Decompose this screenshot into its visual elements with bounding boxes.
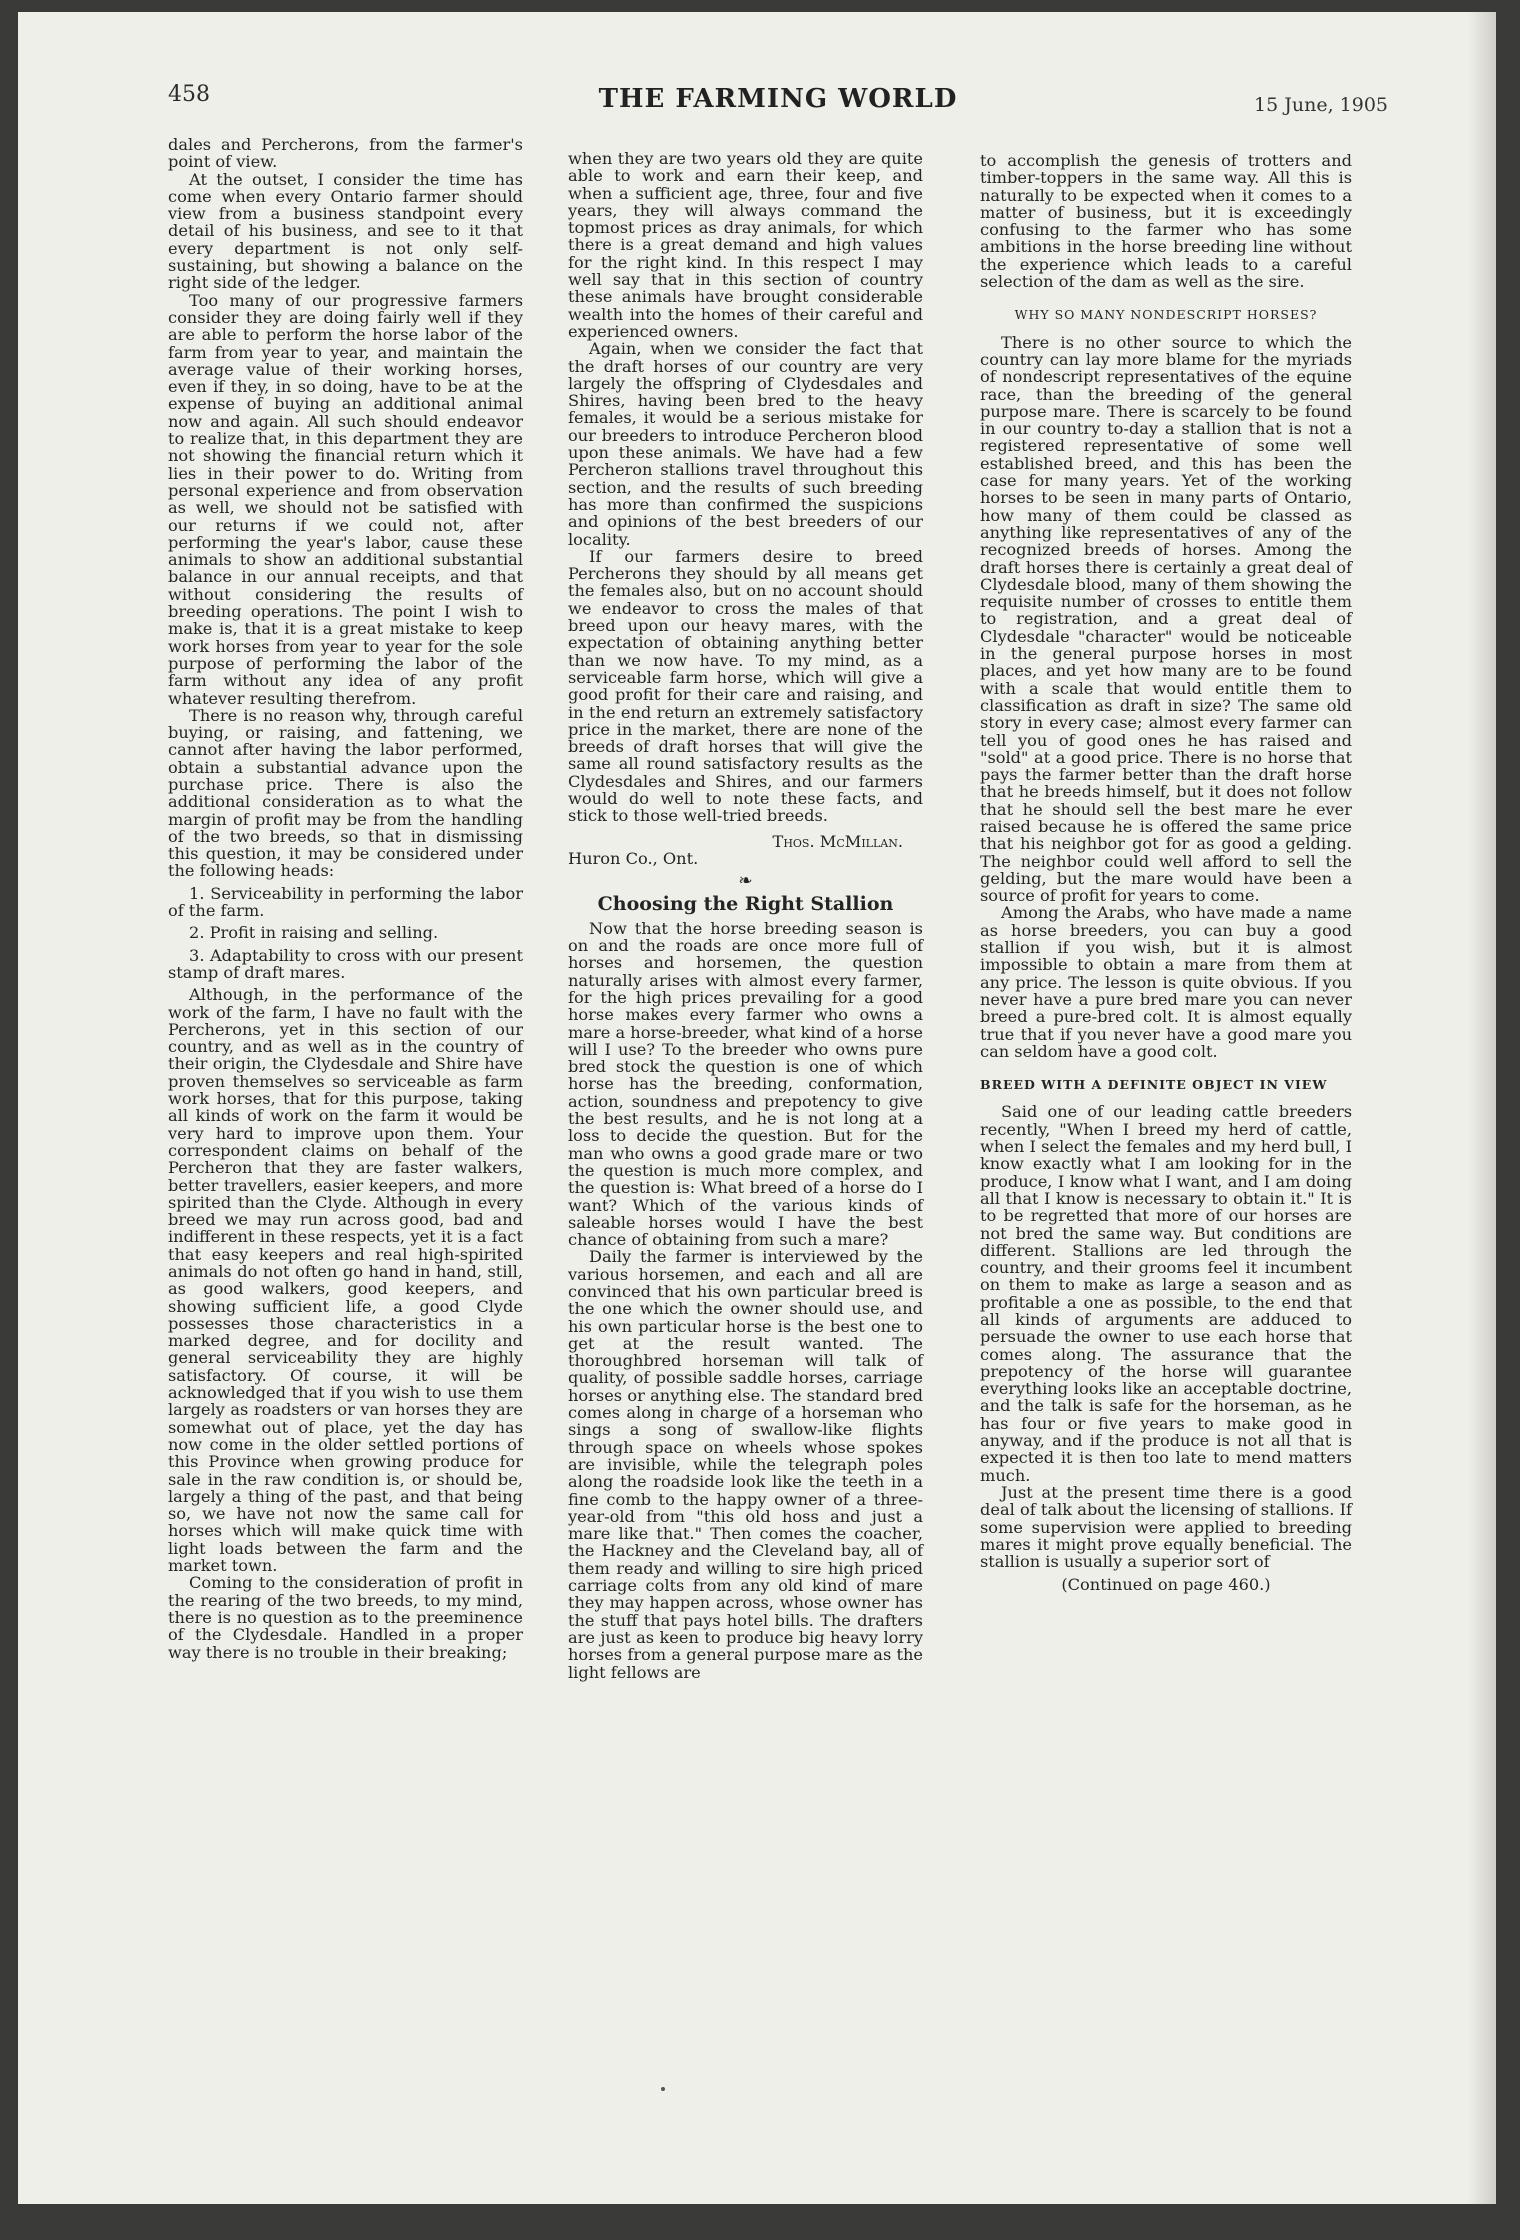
issue-date: 15 June, 1905 bbox=[1254, 94, 1388, 116]
paragraph: Daily the farmer is interviewed by the various horsemen, and each and all are convinced that his own particular breed is the one which the owner should use, and his own particular horse is the best one to get at the result wanted. The thoroughbred horseman will talk of quality, of possible saddle horses, carriage horses or anything else. The standard bred comes along in charge of a horseman who sings a song of swallow-like flights through space on wheels whose spokes are invisible, while the telegraph poles along the roadside look like the teeth in a fine comb to the happy owner of a three-year-old from "this old hoss and just a mare like that." Then comes the coacher, the Hackney and the Cleveland bay, all of them ready and willing to sire high priced carriage colts from any old kind of mare they may happen across, whose owner has the stuff that pays hotel bills. The drafters are just as keen to produce big heavy lorry horses from a general purpose mare as the light fellows are bbox=[568, 1247, 923, 1682]
paragraph: Among the Arabs, who have made a name as horse breeders, you can buy a good stallion if you wish, but it is almost impossible to obtain a mare from them at any price. The lesson is quite obvious. If you never have a pure bred mare you can never breed a pure-bred colt. It is almost equally true that if you never have a good mare you can seldom have a good colt. bbox=[980, 903, 1352, 1061]
continued-note: (Continued on page 460.) bbox=[1061, 1575, 1271, 1595]
column-1 bbox=[168, 136, 523, 1661]
paragraph: Now that the horse breeding season is on and the roads are once more full of horses and horsemen, the question naturally arises with almost every farmer, for the high prices prevailing for a good horse makes every farmer who owns a mare a horse-breeder, what kind of a horse will I use? To the breeder who owns pure bred stock the question is one of which horse has the breeding, conformation, action, soundness and prepotency to give the best results, and he is not long at a loss to decide the question. But for the man who owns a good grade mare or two the question is much more complex, and the question is: What breed of a horse do I want? Which of the various kinds of saleable horses would I have the best chance of obtaining from such a mare? bbox=[568, 918, 923, 1250]
section-subheading: WHY SO MANY NONDESCRIPT HORSES? bbox=[1014, 307, 1318, 323]
list-item: 1. Serviceability in performing the labor of the farm. bbox=[168, 883, 523, 921]
paragraph: dales and Percherons, from the farmer's point of view. bbox=[168, 135, 523, 172]
paragraph: Coming to the consideration of profit in the rearing of the two breeds, to my mind, there is no question as to the preeminence of the Clydesdale. Handled in a proper way there is no trouble in their breaking; bbox=[168, 1573, 523, 1662]
paragraph: when they are two years old they are quite able to work and earn their keep, and when a sufficient age, three, four and five years, they will always command the topmost prices as dray animals, for which there is a great demand and high values for the right kind. In this respect I may well say that in this section of country these animals have brought considerable wealth into the homes of their careful and experienced owners. bbox=[568, 149, 923, 341]
section-subheading: BREED WITH A DEFINITE OBJECT IN VIEW bbox=[980, 1077, 1328, 1093]
page-number: 458 bbox=[168, 82, 210, 107]
list-item: 3. Adaptability to cross with our present stamp of draft mares. bbox=[168, 945, 523, 982]
article-title: Choosing the Right Stallion bbox=[597, 893, 894, 916]
paragraph: to accomplish the genesis of trotters and timber-toppers in the same way. All this is naturally to be expected when it comes to a matter of business, but it is exceedingly confusing to the farmer who has some ambitions in the horse breeding line without the experience which leads to a careful selection of the dam as well as the sire. bbox=[980, 151, 1352, 292]
paragraph: Although, in the performance of the work of the farm, I have no fault with the Percherons, yet in this section of our country, and as well as in the country of their origin, the Clydesdale and Shire have proven themselves so serviceable as farm work horses, that for this purpose, taking all kinds of work on the farm it would be very hard to improve upon them. Your correspondent claims on behalf of the Percheron that they are faster walkers, better travellers, easier keepers, and more spirited than the Clyde. Although in every breed we may run across good, bad and indifferent in these respects, yet it is a fact that easy keepers and real high-spirited animals do not often go hand in hand, still, as good walkers, good keepers, and showing sufficient life, a good Clyde possesses those characteristics in a marked degree, and for docility and general serviceability they are highly satisfactory. Of course, it will be acknowledged that if you wish to use them largely as roadsters or van horses they are somewhat out of place, yet the day has now come in the older settled portions of this Province when growing produce for sale in the raw condition is, or should be, largely a thing of the past, and that being so, we have not now the same call for horses which will make quick time with light loads between the farm and the market town. bbox=[168, 985, 523, 1576]
author-signature: Thos. McMillan. bbox=[772, 831, 903, 851]
column-2 bbox=[568, 150, 923, 1681]
column-3 bbox=[980, 152, 1352, 1594]
paragraph: Too many of our progressive farmers consider they are doing fairly well if they are able to perform the horse labor of the farm from year to year, and maintain the average value of their working horses, even if they, in so doing, have to be at the expense of buying an additional animal now and again. All such should endeavor to realize that, in this department they are not showing the financial return which it lies in their power to do. Writing from personal experience and from observation as well, we should not be satisfied with our returns if we could not, after performing the year's labor, cause these animals to show an additional substantial balance in our annual receipts, and that without considering the results of breeding operations. The point I wish to make is, that it is a great mistake to keep work horses from year to year for the sole purpose of performing the labor of the farm without any idea of any profit whatever resulting therefrom. bbox=[168, 290, 523, 708]
paragraph: At the outset, I consider the time has come when every Ontario farmer should view from a business standpoint every detail of his business, and see to it that every department is not only self-sustaining, but showing a balance on the right side of the ledger. bbox=[168, 169, 523, 293]
paragraph: There is no other source to which the country can lay more blame for the myriads of nondescript representatives of the equine race, than the breeding of the general purpose mare. There is scarcely to be found in our country to-day a stallion that is not a registered representative of some well established breed, and this has been the case for many years. Yet of the working horses to be seen in many parts of Ontario, how many of them could be classed as anything like representatives of any of the recognized breeds of horses. Among the draft horses there is certainly a great deal of Clydesdale blood, many of them showing the requisite number of crosses to entitle them to registration, and a great deal of Clydesdale "character" would be noticeable in the general purpose horses in most places, and yet how many are to be found with a scale that would entitle them to classification as draft in size? The same old story in every case; almost every farmer can tell you of good ones he has raised and "sold" at a good price. There is no horse that pays the farmer better than the draft horse that he breeds himself, but it does not follow that he should sell the best mare he ever raised because he is offered the same price that his neighbor got for as good a gelding. The neighbor could well afford to sell the gelding, but the mare would have been a source of profit for years to come. bbox=[980, 332, 1352, 906]
paragraph: There is no reason why, through careful buying, or raising, and fattening, we cannot after having the labor performed, obtain a substantial advance upon the purchase price. There is also the additional consideration as to what the margin of profit may be from the handling of the two breeds, so that in dismissing this question, it may be considered under the following heads: bbox=[168, 705, 523, 881]
author-location: Huron Co., Ont. bbox=[568, 848, 699, 868]
fleuron-ornament: ❧ bbox=[738, 871, 753, 892]
publication-title: THE FARMING WORLD bbox=[598, 84, 958, 114]
page-header bbox=[168, 82, 1388, 122]
paragraph: If our farmers desire to breed Percherons they should by all means get the females also, but on no account should we endeavor to cross the males of that breed upon our heavy mares, with the expectation of obtaining anything better than we now have. To my mind, as a serviceable farm horse, which will give a good profit for their care and raising, and in the end return an extremely satisfactory price in the market, there are none of the breeds of draft horses that will give the same all round satisfactory results as the Clydesdales and Shires, and our farmers would do well to note these facts, and stick to those well-tried breeds. bbox=[568, 546, 923, 826]
paragraph: Just at the present time there is a good deal of talk about the licensing of stallions. If some supervision were applied to breeding mares it might prove equally beneficial. The stallion is usually a superior sort of bbox=[980, 1482, 1352, 1572]
newspaper-page bbox=[18, 12, 1496, 2204]
paragraph: Again, when we consider the fact that the draft horses of our country are very largely the offspring of Clydesdales and Shires, having been bred to the heavy females, it would be a serious mistake for our breeders to introduce Percheron blood upon these animals. We have had a few Percheron stallions travel throughout this section, and the results of such breeding has more than confirmed the suspicions and opinions of the best breeders of our locality. bbox=[568, 339, 923, 549]
paragraph: Said one of our leading cattle breeders recently, "When I breed my herd of cattle, when I select the females and my herd bull, I know exactly what I am looking for in the produce, I know what I want, and I am doing all that I know is necessary to obtain it." It is to be regretted that more of our horses are not bred the same way. But conditions are different. Stallions are led through the country, and their grooms feel it incumbent on them to make as large a season and as profitable a one as possible, to the end that all kinds of arguments are adduced to persuade the owner to use each horse that comes along. The assurance that the prepotency of the horse will guarantee everything looks like an acceptable doctrine, and the talk is safe for the horseman, as he has four or five years to make good in anyway, and if the produce is not all that is expected it is then too late to mend matters much. bbox=[980, 1102, 1352, 1485]
list-item: 2. Profit in raising and selling. bbox=[189, 923, 439, 943]
print-dot bbox=[661, 2087, 665, 2091]
